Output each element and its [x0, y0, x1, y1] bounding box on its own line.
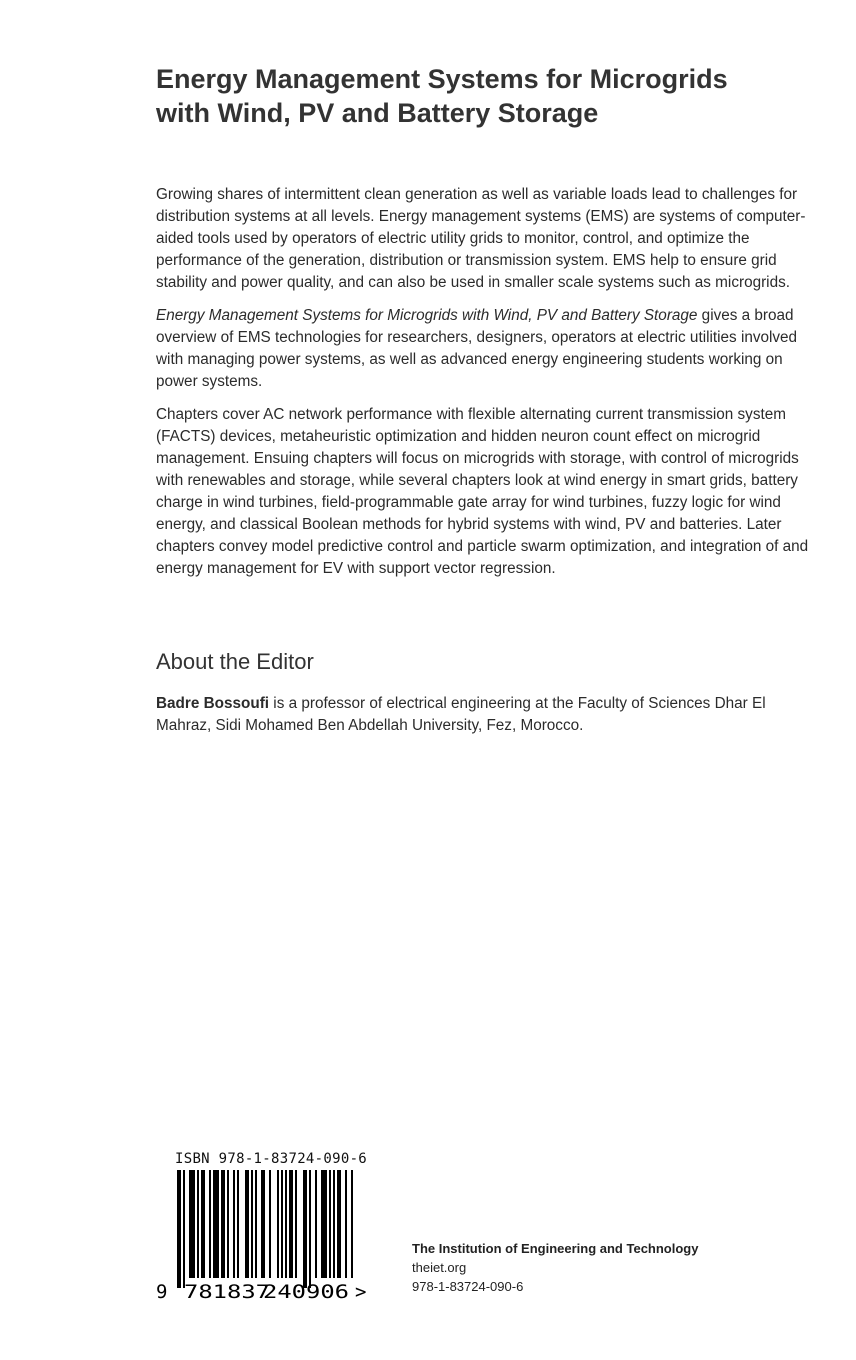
book-title: [156, 62, 796, 130]
barcode-bar: [295, 1170, 297, 1278]
barcode-digits-left: 781837: [184, 1281, 270, 1300]
barcode-bar: [189, 1170, 195, 1278]
barcode-bar: [269, 1170, 271, 1278]
book-title-line-2: with Wind, PV and Battery Storage: [156, 98, 599, 128]
barcode-bar: [289, 1170, 293, 1278]
publisher-website[interactable]: theiet.org: [412, 1260, 467, 1275]
barcode-bar: [303, 1170, 307, 1288]
barcode-bar: [233, 1170, 235, 1278]
barcode-bar: [227, 1170, 229, 1278]
publisher-isbn: 978-1-83724-090-6: [412, 1279, 524, 1294]
barcode-bar: [321, 1170, 327, 1278]
barcode-bar: [251, 1170, 253, 1278]
barcode-bar: [277, 1170, 279, 1278]
barcode-bar: [261, 1170, 265, 1278]
barcode-bar: [315, 1170, 317, 1278]
barcode-bar: [351, 1170, 353, 1278]
barcode-bar: [255, 1170, 257, 1278]
barcode-bar: [221, 1170, 225, 1278]
about-editor-heading: About the Editor: [156, 649, 314, 674]
description-paragraph-3: Chapters cover AC network performance with flexible alternating current transmission system (FACTS) devices, metaheuristic optimization and hidden neuron count effect on microgrid management. Ensuing chapters will focus on microgrids with storage, with control of microgrids with renewables and storage, while several chapters look at wind energy in smart grids, battery charge in wind turbines, field-programmable gate array for wind turbines, fuzzy logic for wind energy, and classical Boolean methods for hybrid systems with wind, PV and batteries. Later chapters convey model predictive control and particle swarm optimization, and integration of and energy management for EV with support vector regression.: [156, 406, 809, 577]
barcode-bar: [197, 1170, 199, 1278]
description-paragraph-2: [156, 305, 820, 393]
barcode-bar: [329, 1170, 331, 1278]
isbn-barcode: [155, 1170, 371, 1300]
description-paragraph-2-text: gives a broad overview of EMS technologies for researchers, designers, operators at electric utilities involved with managing power systems, as well as advanced energy engineering students working on power systems.: [156, 307, 798, 390]
barcode-bar: [201, 1170, 205, 1278]
barcode-bar: [333, 1170, 335, 1278]
book-title-line-1: Energy Management Systems for Microgrids: [156, 64, 728, 94]
barcode-bar: [209, 1170, 211, 1278]
barcode-bars: [177, 1170, 353, 1288]
editor-bio: [156, 693, 820, 737]
isbn-label: ISBN 978-1-83724-090-6: [175, 1151, 368, 1167]
barcode-quiet-zone-mark: >: [355, 1281, 367, 1300]
description-paragraph-1: Growing shares of intermittent clean generation as well as variable loads lead to challenges for distribution systems at all levels. Energy management systems (EMS) are systems of computer-aided tools used by operators of electric utility grids to monitor, control, and optimize the performance of the generation, distribution or transmission system. EMS help to ensure grid stability and power quality, and can also be used in smaller scale systems such as microgrids.: [156, 186, 806, 291]
barcode-bar: [177, 1170, 181, 1288]
barcode-bar: [337, 1170, 341, 1278]
barcode-bar: [285, 1170, 287, 1278]
editor-name: Badre Bossoufi: [156, 695, 270, 712]
barcode-bar: [281, 1170, 283, 1278]
barcode-bar: [213, 1170, 219, 1278]
barcode-bar: [309, 1170, 311, 1288]
barcode-bar: [345, 1170, 347, 1278]
description-book-title-italic: Energy Management Systems for Microgrids with Wind, PV and Battery Storage: [156, 307, 698, 324]
editor-bio-text: is a professor of electrical engineering at the Faculty of Sciences Dhar El Mahraz, Sidi Mohamed Ben Abdellah University, Fez, Morocco.: [156, 695, 766, 734]
barcode-bar: [183, 1170, 185, 1288]
publisher-block: [412, 1239, 698, 1296]
barcode-digit-first: 9: [156, 1281, 168, 1300]
barcode-bar: [237, 1170, 239, 1278]
book-description: [156, 184, 820, 591]
barcode-bar: [245, 1170, 249, 1278]
publisher-name: The Institution of Engineering and Technology: [412, 1241, 699, 1256]
barcode-digits-right: 240906: [263, 1281, 349, 1300]
